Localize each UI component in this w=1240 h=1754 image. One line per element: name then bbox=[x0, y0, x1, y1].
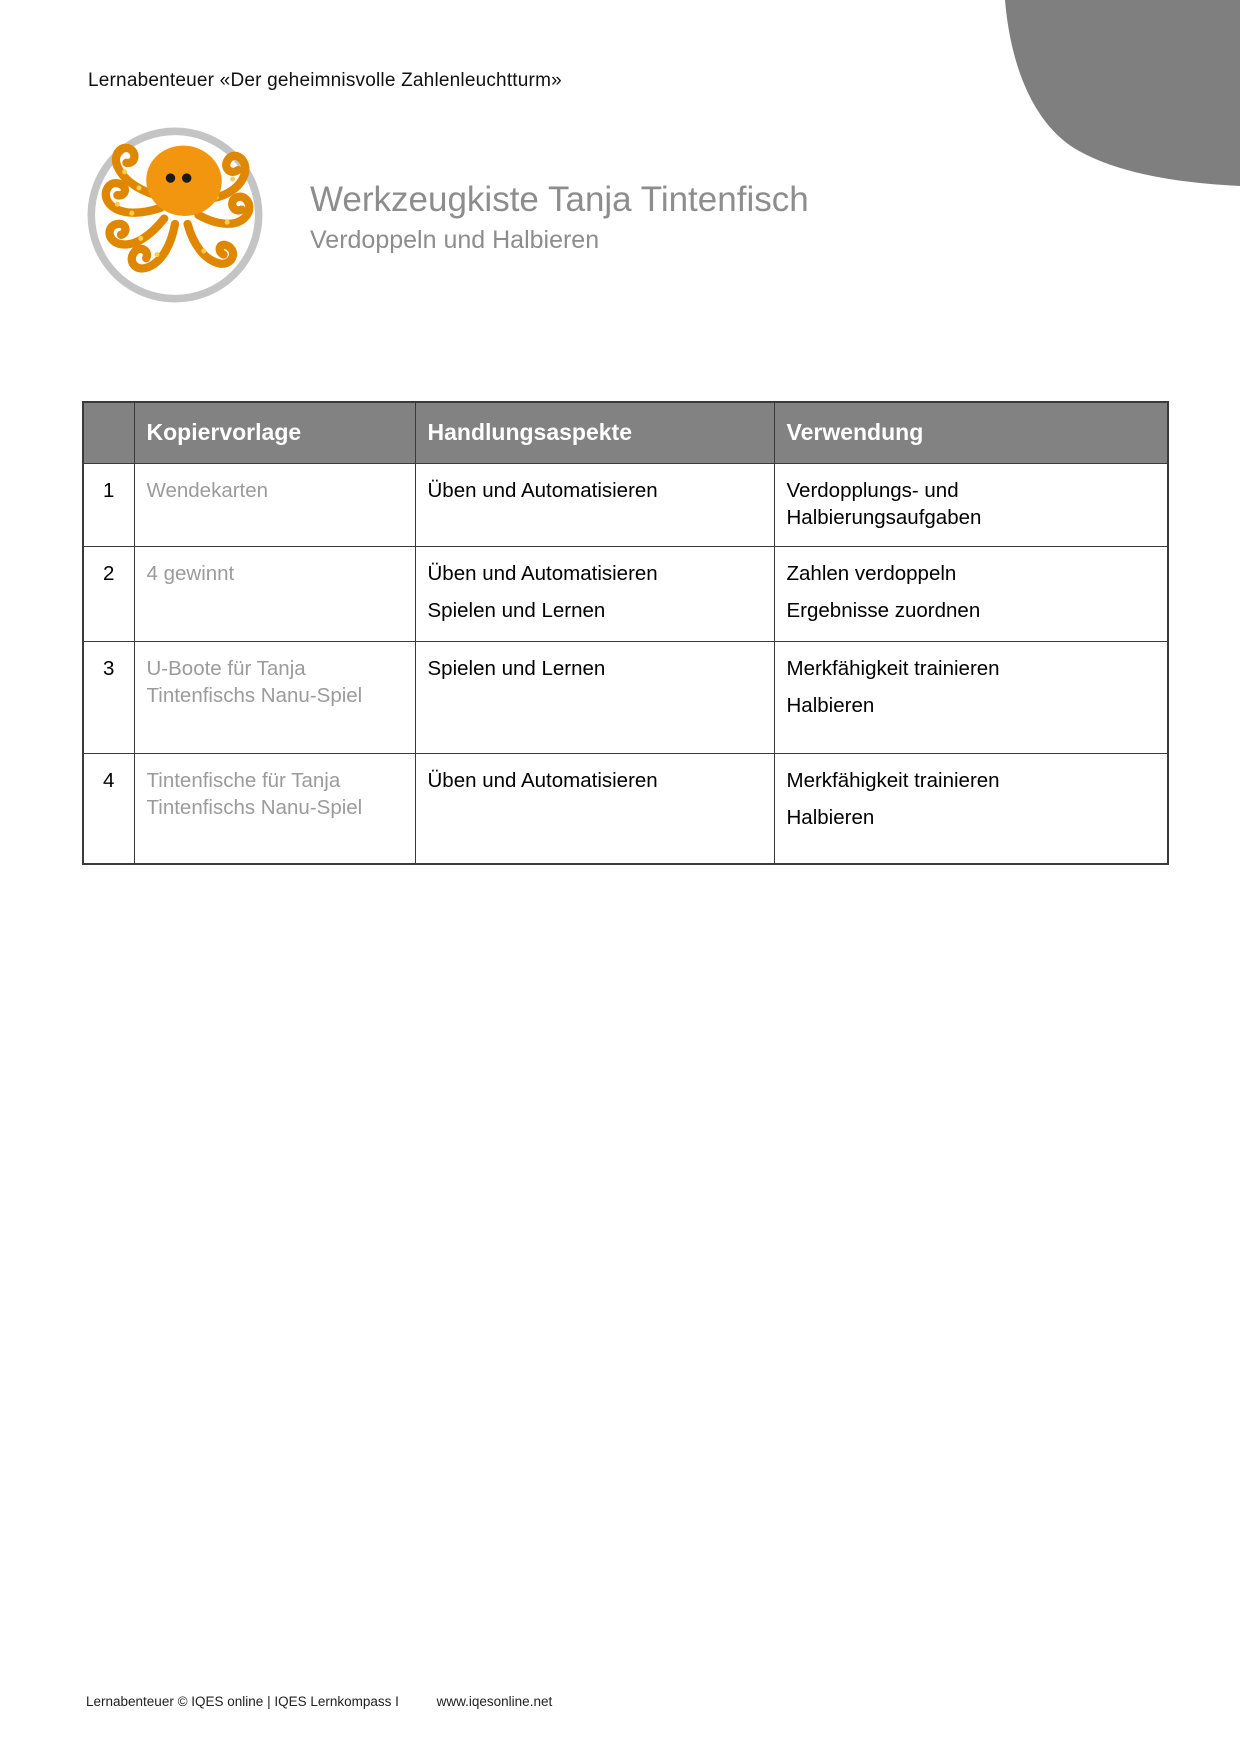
cell-kopiervorlage: Wendekarten bbox=[134, 463, 415, 546]
cell-handlungsaspekte-item: Spielen und Lernen bbox=[427, 599, 606, 623]
octopus-logo bbox=[85, 125, 265, 305]
footer-url: www.iqesonline.net bbox=[436, 1694, 553, 1709]
page-title: Werkzeugkiste Tanja Tintenfisch bbox=[310, 180, 809, 219]
cell-handlungsaspekte-item: Üben und Automatisieren bbox=[427, 768, 658, 792]
cell-handlungsaspekte bbox=[415, 641, 774, 753]
table-row bbox=[83, 641, 1168, 753]
cell-verwendung-item: Ergebnisse zuordnen bbox=[786, 599, 981, 623]
title-block bbox=[310, 180, 809, 255]
cell-verwendung-item: Merkfähigkeit trainieren bbox=[786, 656, 1000, 680]
table-row bbox=[83, 753, 1168, 864]
table-row bbox=[83, 546, 1168, 641]
cell-handlungsaspekte bbox=[415, 463, 774, 546]
cell-handlungsaspekte bbox=[415, 753, 774, 864]
row-number: 3 bbox=[83, 641, 134, 753]
cell-verwendung bbox=[774, 546, 1168, 641]
cell-kopiervorlage: 4 gewinnt bbox=[134, 546, 415, 641]
table-row bbox=[83, 463, 1168, 546]
cell-verwendung bbox=[774, 641, 1168, 753]
cell-verwendung-item: Halbieren bbox=[786, 694, 875, 718]
materials-table bbox=[82, 401, 1169, 865]
header-cell-kopiervorlage: Kopiervorlage bbox=[134, 402, 415, 463]
page-footer bbox=[86, 1694, 552, 1709]
page-header-note: Lernabenteuer «Der geheimnisvolle Zahlenleuchtturm» bbox=[88, 70, 562, 91]
table-header bbox=[83, 402, 1168, 463]
cell-handlungsaspekte-item: Spielen und Lernen bbox=[427, 656, 606, 680]
cell-handlungsaspekte-item: Üben und Automatisieren bbox=[427, 561, 658, 585]
cell-handlungsaspekte-item: Üben und Automatisieren bbox=[427, 478, 658, 502]
header-cell-number bbox=[83, 402, 134, 463]
cell-verwendung-item: Zahlen verdoppeln bbox=[786, 561, 957, 585]
cell-kopiervorlage: U-Boote für Tanja Tintenfischs Nanu-Spiel bbox=[134, 641, 415, 753]
header-cell-verwendung: Verwendung bbox=[774, 402, 1168, 463]
table-header-row bbox=[83, 402, 1168, 463]
page-subtitle: Verdoppeln und Halbieren bbox=[310, 226, 600, 255]
header-cell-handlungsaspekte: Handlungsaspekte bbox=[415, 402, 774, 463]
cell-verwendung bbox=[774, 463, 1168, 546]
row-number: 2 bbox=[83, 546, 134, 641]
corner-blob-shape bbox=[1003, 0, 1240, 190]
cell-verwendung-item: Halbieren bbox=[786, 806, 875, 830]
cell-kopiervorlage: Tintenfische für Tanja Tintenfischs Nanu-Spiel bbox=[134, 753, 415, 864]
cell-verwendung bbox=[774, 753, 1168, 864]
row-number: 1 bbox=[83, 463, 134, 546]
row-number: 4 bbox=[83, 753, 134, 864]
table-body bbox=[83, 463, 1168, 864]
footer-credit: Lernabenteuer © IQES online | IQES Lernkompass I bbox=[86, 1694, 399, 1709]
octopus-icon bbox=[85, 125, 265, 305]
cell-handlungsaspekte bbox=[415, 546, 774, 641]
cell-verwendung-item: Merkfähigkeit trainieren bbox=[786, 768, 1000, 792]
corner-blob bbox=[1003, 0, 1240, 190]
cell-verwendung-item: Verdopplungs- und Halbierungsaufgaben bbox=[786, 478, 982, 530]
